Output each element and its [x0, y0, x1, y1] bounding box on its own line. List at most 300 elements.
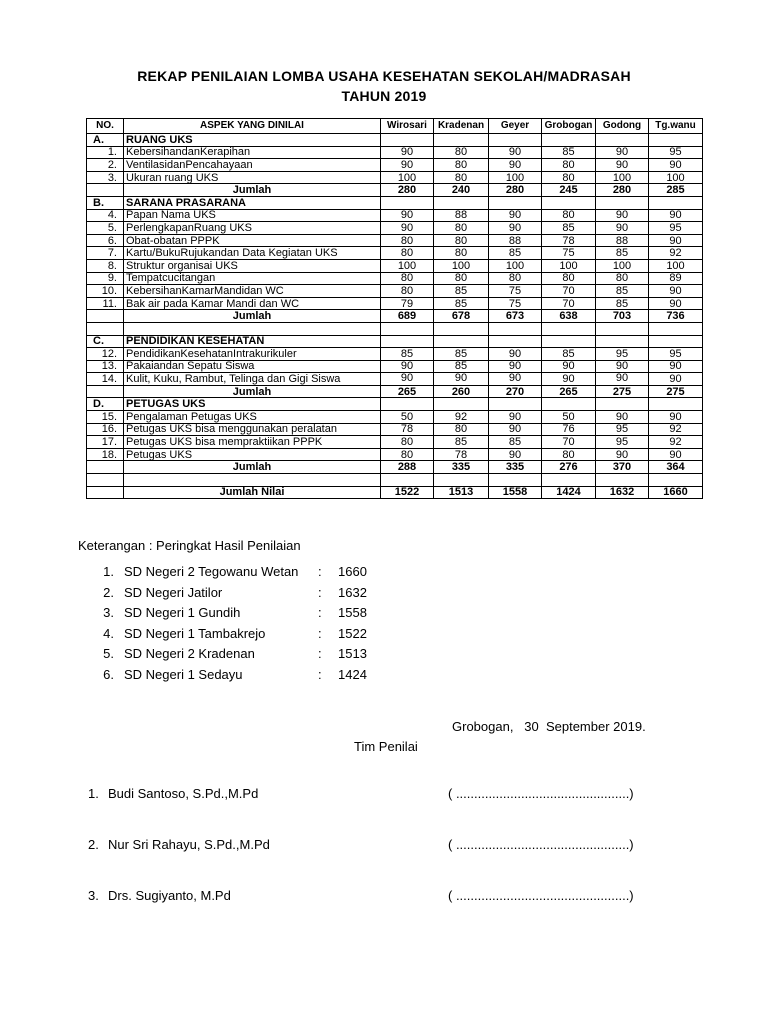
score-cell: 85 — [434, 436, 489, 449]
score-cell: 90 — [381, 146, 434, 159]
score-cell: 50 — [542, 411, 596, 424]
score-cell: 80 — [542, 159, 596, 172]
row-aspect: Kulit, Kuku, Rambut, Telinga dan Gigi Siswa — [124, 373, 381, 386]
score-cell: 100 — [649, 171, 703, 184]
score-cell: 95 — [596, 436, 649, 449]
score-cell: 80 — [542, 209, 596, 222]
rank-number: 6. — [103, 666, 114, 682]
colon: : — [318, 584, 322, 600]
total-cell: 703 — [596, 310, 649, 323]
row-number: 6. — [87, 234, 124, 247]
score-cell: 90 — [596, 411, 649, 424]
score-cell: 100 — [381, 259, 434, 272]
table-row — [87, 448, 703, 461]
total-cell: 370 — [596, 461, 649, 474]
section-row-c — [87, 335, 703, 348]
table-row — [87, 423, 703, 436]
row-aspect: Petugas UKS — [124, 448, 381, 461]
score-cell: 90 — [542, 360, 596, 373]
score-cell: 90 — [649, 373, 703, 386]
score-cell: 80 — [381, 247, 434, 260]
score-cell: 90 — [434, 373, 489, 386]
ranking-item — [96, 625, 367, 641]
score-cell: 80 — [434, 159, 489, 172]
row-number: 15. — [87, 411, 124, 424]
score-cell: 90 — [596, 360, 649, 373]
total-cell: 673 — [489, 310, 542, 323]
score-cell: 95 — [649, 222, 703, 235]
total-cell: 270 — [489, 385, 542, 398]
total-label: Jumlah — [124, 184, 381, 197]
empty-cell — [87, 322, 124, 335]
ranking-item — [96, 646, 367, 661]
signatory-name: Budi Santoso, S.Pd.,M.Pd — [108, 786, 259, 801]
total-cell: 280 — [596, 184, 649, 197]
score-cell: 80 — [381, 234, 434, 247]
row-number: 16. — [87, 423, 124, 436]
score-cell: 90 — [649, 159, 703, 172]
empty-cell — [542, 474, 596, 487]
total-cell: 245 — [542, 184, 596, 197]
row-number: 17. — [87, 436, 124, 449]
section-row-d — [87, 398, 703, 411]
score-cell: 89 — [649, 272, 703, 285]
table-row — [87, 411, 703, 424]
total-cell: 265 — [381, 385, 434, 398]
score-cell: 70 — [542, 285, 596, 298]
header-no: NO. — [87, 119, 124, 134]
empty-cell — [381, 134, 434, 147]
total-cell: 280 — [489, 184, 542, 197]
empty-cell — [649, 335, 703, 348]
score-cell: 76 — [542, 423, 596, 436]
empty-cell — [596, 398, 649, 411]
score-cell: 78 — [381, 423, 434, 436]
school-score: 1632 — [338, 584, 367, 600]
score-cell: 90 — [596, 209, 649, 222]
score-cell: 85 — [434, 348, 489, 361]
score-cell: 90 — [381, 360, 434, 373]
total-cell: 364 — [649, 461, 703, 474]
row-number: 18. — [87, 448, 124, 461]
empty-cell — [542, 134, 596, 147]
school-name: SD Negeri 1 Sedayu — [124, 666, 243, 682]
score-cell: 90 — [649, 234, 703, 247]
table-header-row — [87, 119, 703, 134]
row-aspect: Pakaiandan Sepatu Siswa — [124, 360, 381, 373]
row-number: 9. — [87, 272, 124, 285]
row-number: 14. — [87, 373, 124, 386]
signature-line: ( ................................................) — [448, 888, 634, 903]
school-name: SD Negeri 1 Gundih — [124, 605, 241, 620]
row-number: 5. — [87, 222, 124, 235]
score-cell: 85 — [489, 247, 542, 260]
total-label: Jumlah — [124, 310, 381, 323]
total-cell: 1513 — [434, 486, 489, 499]
score-cell: 90 — [381, 209, 434, 222]
score-cell: 75 — [489, 285, 542, 298]
row-aspect: Bak air pada Kamar Mandi dan WC — [124, 297, 381, 310]
empty-cell — [87, 310, 124, 323]
empty-cell — [381, 335, 434, 348]
total-cell: 638 — [542, 310, 596, 323]
score-cell: 85 — [542, 348, 596, 361]
header-kradenan: Kradenan — [434, 119, 489, 134]
total-cell: 275 — [596, 385, 649, 398]
score-cell: 80 — [596, 272, 649, 285]
score-cell: 85 — [542, 146, 596, 159]
section-code: C. — [87, 335, 124, 348]
empty-cell — [87, 184, 124, 197]
score-cell: 95 — [596, 348, 649, 361]
score-cell: 90 — [649, 297, 703, 310]
row-aspect: Kartu/BukuRujukandan Data Kegiatan UKS — [124, 247, 381, 260]
colon: : — [318, 625, 322, 641]
score-cell: 85 — [434, 360, 489, 373]
grand-total-row — [87, 486, 703, 499]
score-cell: 80 — [381, 436, 434, 449]
score-cell: 50 — [381, 411, 434, 424]
school-score: 1424 — [338, 666, 367, 682]
total-cell: 1424 — [542, 486, 596, 499]
ranking-item — [96, 584, 367, 600]
total-cell: 736 — [649, 310, 703, 323]
table-row — [87, 272, 703, 285]
empty-cell — [434, 335, 489, 348]
score-cell: 88 — [434, 209, 489, 222]
signatory-item — [88, 888, 634, 903]
score-cell: 78 — [434, 448, 489, 461]
ranking-item — [96, 605, 367, 620]
total-cell: 265 — [542, 385, 596, 398]
row-aspect: Papan Nama UKS — [124, 209, 381, 222]
total-cell: 335 — [489, 461, 542, 474]
school-name: SD Negeri Jatilor — [124, 584, 223, 600]
score-cell: 85 — [489, 436, 542, 449]
score-cell: 80 — [542, 272, 596, 285]
table-row — [87, 146, 703, 159]
rank-number: 2. — [103, 584, 114, 600]
empty-cell — [489, 474, 542, 487]
subtotal-row — [87, 385, 703, 398]
table-row — [87, 297, 703, 310]
colon: : — [318, 605, 322, 620]
total-cell: 285 — [649, 184, 703, 197]
total-cell: 689 — [381, 310, 434, 323]
section-code: A. — [87, 134, 124, 147]
signatory-item — [88, 786, 634, 801]
empty-cell — [434, 196, 489, 209]
score-cell: 85 — [434, 297, 489, 310]
score-cell: 90 — [489, 373, 542, 386]
score-cell: 92 — [649, 423, 703, 436]
colon: : — [318, 646, 322, 661]
empty-cell — [649, 134, 703, 147]
section-row-a — [87, 134, 703, 147]
score-cell: 90 — [596, 146, 649, 159]
total-cell: 1558 — [489, 486, 542, 499]
score-cell: 80 — [381, 448, 434, 461]
score-cell: 100 — [542, 259, 596, 272]
score-cell: 90 — [649, 360, 703, 373]
table-row — [87, 436, 703, 449]
empty-cell — [649, 474, 703, 487]
row-number: 7. — [87, 247, 124, 260]
empty-cell — [542, 398, 596, 411]
empty-cell — [124, 322, 381, 335]
table-row — [87, 234, 703, 247]
school-score: 1660 — [338, 564, 367, 579]
score-cell: 70 — [542, 297, 596, 310]
total-cell: 260 — [434, 385, 489, 398]
score-cell: 90 — [489, 209, 542, 222]
row-aspect: Tempatcucitangan — [124, 272, 381, 285]
empty-cell — [434, 134, 489, 147]
section-label: SARANA PRASARANA — [124, 196, 381, 209]
score-cell: 85 — [542, 222, 596, 235]
empty-cell — [381, 398, 434, 411]
signatory-name: Nur Sri Rahayu, S.Pd.,M.Pd — [108, 837, 270, 852]
total-label: Jumlah — [124, 385, 381, 398]
rank-number: 4. — [103, 625, 114, 641]
score-cell: 90 — [381, 373, 434, 386]
score-cell: 90 — [489, 348, 542, 361]
total-cell: 1632 — [596, 486, 649, 499]
score-cell: 80 — [381, 285, 434, 298]
score-cell: 90 — [596, 373, 649, 386]
signatory-name: Drs. Sugiyanto, M.Pd — [108, 888, 231, 903]
colon: : — [318, 666, 322, 682]
score-cell: 80 — [542, 448, 596, 461]
empty-cell — [649, 196, 703, 209]
row-aspect: PendidikanKesehatanIntrakurikuler — [124, 348, 381, 361]
table-row — [87, 348, 703, 361]
score-cell: 85 — [596, 297, 649, 310]
empty-cell — [649, 398, 703, 411]
score-cell: 90 — [489, 423, 542, 436]
empty-cell — [596, 335, 649, 348]
school-name: SD Negeri 2 Tegowanu Wetan — [124, 564, 299, 579]
score-cell: 90 — [489, 411, 542, 424]
total-cell: 1660 — [649, 486, 703, 499]
score-cell: 92 — [649, 436, 703, 449]
rank-number: 3. — [103, 605, 114, 620]
header-aspek: ASPEK YANG DINILAI — [124, 119, 381, 134]
score-cell: 90 — [596, 159, 649, 172]
score-cell: 90 — [489, 146, 542, 159]
row-number: 13. — [87, 360, 124, 373]
total-cell: 288 — [381, 461, 434, 474]
empty-cell — [489, 335, 542, 348]
row-aspect: Petugas UKS bisa menggunakan peralatan — [124, 423, 381, 436]
total-cell: 280 — [381, 184, 434, 197]
total-label: Jumlah — [124, 461, 381, 474]
score-cell: 80 — [381, 272, 434, 285]
header-geyer: Geyer — [489, 119, 542, 134]
score-cell: 100 — [649, 259, 703, 272]
score-cell: 90 — [649, 209, 703, 222]
score-cell: 88 — [489, 234, 542, 247]
score-cell: 75 — [489, 297, 542, 310]
score-cell: 80 — [434, 146, 489, 159]
empty-cell — [542, 335, 596, 348]
score-cell: 80 — [434, 171, 489, 184]
score-cell: 80 — [434, 234, 489, 247]
total-cell: 276 — [542, 461, 596, 474]
empty-cell — [489, 134, 542, 147]
score-cell: 80 — [434, 247, 489, 260]
empty-cell — [434, 322, 489, 335]
row-aspect: KebersihandanKerapihan — [124, 146, 381, 159]
row-aspect: Struktur organisai UKS — [124, 259, 381, 272]
school-score: 1513 — [338, 646, 367, 661]
header-tgwanu: Tg.wanu — [649, 119, 703, 134]
empty-cell — [434, 474, 489, 487]
section-label: RUANG UKS — [124, 134, 381, 147]
row-aspect: PerlengkapanRuang UKS — [124, 222, 381, 235]
score-cell: 80 — [489, 272, 542, 285]
score-cell: 90 — [489, 159, 542, 172]
section-row-b — [87, 196, 703, 209]
table-row — [87, 171, 703, 184]
score-cell: 90 — [489, 360, 542, 373]
signatory-number: 1. — [88, 786, 99, 801]
row-number: 11. — [87, 297, 124, 310]
table-row — [87, 222, 703, 235]
empty-cell — [381, 474, 434, 487]
total-cell: 240 — [434, 184, 489, 197]
empty-cell — [87, 385, 124, 398]
score-cell: 95 — [649, 146, 703, 159]
signature-line: ( ................................................) — [448, 837, 634, 852]
score-cell: 90 — [489, 222, 542, 235]
score-cell: 85 — [381, 348, 434, 361]
score-cell: 85 — [596, 285, 649, 298]
header-grobogan: Grobogan — [542, 119, 596, 134]
ranking-item — [96, 564, 367, 579]
signature-line: ( ................................................) — [448, 786, 634, 801]
score-cell: 90 — [542, 373, 596, 386]
score-cell: 79 — [381, 297, 434, 310]
assessment-table — [86, 118, 703, 499]
school-score: 1522 — [338, 625, 367, 641]
score-cell: 100 — [596, 171, 649, 184]
score-cell: 75 — [542, 247, 596, 260]
row-aspect: Ukuran ruang UKS — [124, 171, 381, 184]
score-cell: 90 — [649, 448, 703, 461]
table-row — [87, 259, 703, 272]
row-aspect: Petugas UKS bisa mempraktiikan PPPK — [124, 436, 381, 449]
section-label: PENDIDIKAN KESEHATAN — [124, 335, 381, 348]
score-cell: 100 — [434, 259, 489, 272]
score-cell: 70 — [542, 436, 596, 449]
score-cell: 90 — [381, 159, 434, 172]
score-cell: 90 — [649, 411, 703, 424]
school-name: SD Negeri 1 Tambakrejo — [124, 625, 266, 641]
total-cell: 1522 — [381, 486, 434, 499]
header-godong: Godong — [596, 119, 649, 134]
row-number: 2. — [87, 159, 124, 172]
empty-cell — [649, 322, 703, 335]
header-wirosari: Wirosari — [381, 119, 434, 134]
score-cell: 90 — [596, 222, 649, 235]
row-number: 4. — [87, 209, 124, 222]
document-year: TAHUN 2019 — [341, 88, 427, 104]
empty-cell — [87, 486, 124, 499]
empty-cell — [381, 196, 434, 209]
table-row — [87, 209, 703, 222]
total-cell: 335 — [434, 461, 489, 474]
empty-cell — [434, 398, 489, 411]
empty-cell — [87, 461, 124, 474]
subtotal-row — [87, 310, 703, 323]
ranking-caption: Keterangan : Peringkat Hasil Penilaian — [78, 538, 301, 553]
place-date: Grobogan, 30 September 2019. — [452, 719, 646, 734]
signatory-item — [88, 837, 634, 852]
section-label: PETUGAS UKS — [124, 398, 381, 411]
table-row — [87, 360, 703, 373]
section-code: B. — [87, 196, 124, 209]
row-aspect: Pengalaman Petugas UKS — [124, 411, 381, 424]
score-cell: 100 — [489, 171, 542, 184]
section-code: D. — [87, 398, 124, 411]
table-row — [87, 159, 703, 172]
score-cell: 85 — [434, 285, 489, 298]
signatory-number: 3. — [88, 888, 99, 903]
subtotal-row — [87, 184, 703, 197]
total-cell: 275 — [649, 385, 703, 398]
score-cell: 90 — [489, 448, 542, 461]
total-label: Jumlah Nilai — [124, 486, 381, 499]
score-cell: 80 — [434, 222, 489, 235]
table-row — [87, 373, 703, 386]
score-cell: 90 — [381, 222, 434, 235]
empty-cell — [596, 196, 649, 209]
empty-cell — [596, 474, 649, 487]
colon: : — [318, 564, 322, 579]
score-cell: 85 — [596, 247, 649, 260]
empty-cell — [489, 398, 542, 411]
row-aspect: VentilasidanPencahayaan — [124, 159, 381, 172]
row-number: 12. — [87, 348, 124, 361]
row-number: 3. — [87, 171, 124, 184]
score-cell: 100 — [381, 171, 434, 184]
empty-cell — [489, 322, 542, 335]
score-cell: 78 — [542, 234, 596, 247]
empty-cell — [596, 322, 649, 335]
ranking-item — [96, 666, 367, 682]
blank-row — [87, 474, 703, 487]
row-aspect: Obat-obatan PPPK — [124, 234, 381, 247]
score-cell: 80 — [434, 272, 489, 285]
empty-cell — [542, 196, 596, 209]
team-label: Tim Penilai — [354, 739, 418, 754]
total-cell: 678 — [434, 310, 489, 323]
score-cell: 80 — [542, 171, 596, 184]
score-cell: 92 — [649, 247, 703, 260]
document-title: REKAP PENILAIAN LOMBA USAHA KESEHATAN SEKOLAH/MADRASAH — [137, 68, 631, 84]
score-cell: 100 — [489, 259, 542, 272]
score-cell: 88 — [596, 234, 649, 247]
table-row — [87, 247, 703, 260]
empty-cell — [542, 322, 596, 335]
row-number: 8. — [87, 259, 124, 272]
score-cell: 90 — [649, 285, 703, 298]
score-cell: 95 — [596, 423, 649, 436]
school-score: 1558 — [338, 605, 367, 620]
empty-cell — [87, 474, 124, 487]
row-aspect: KebersihanKamarMandidan WC — [124, 285, 381, 298]
